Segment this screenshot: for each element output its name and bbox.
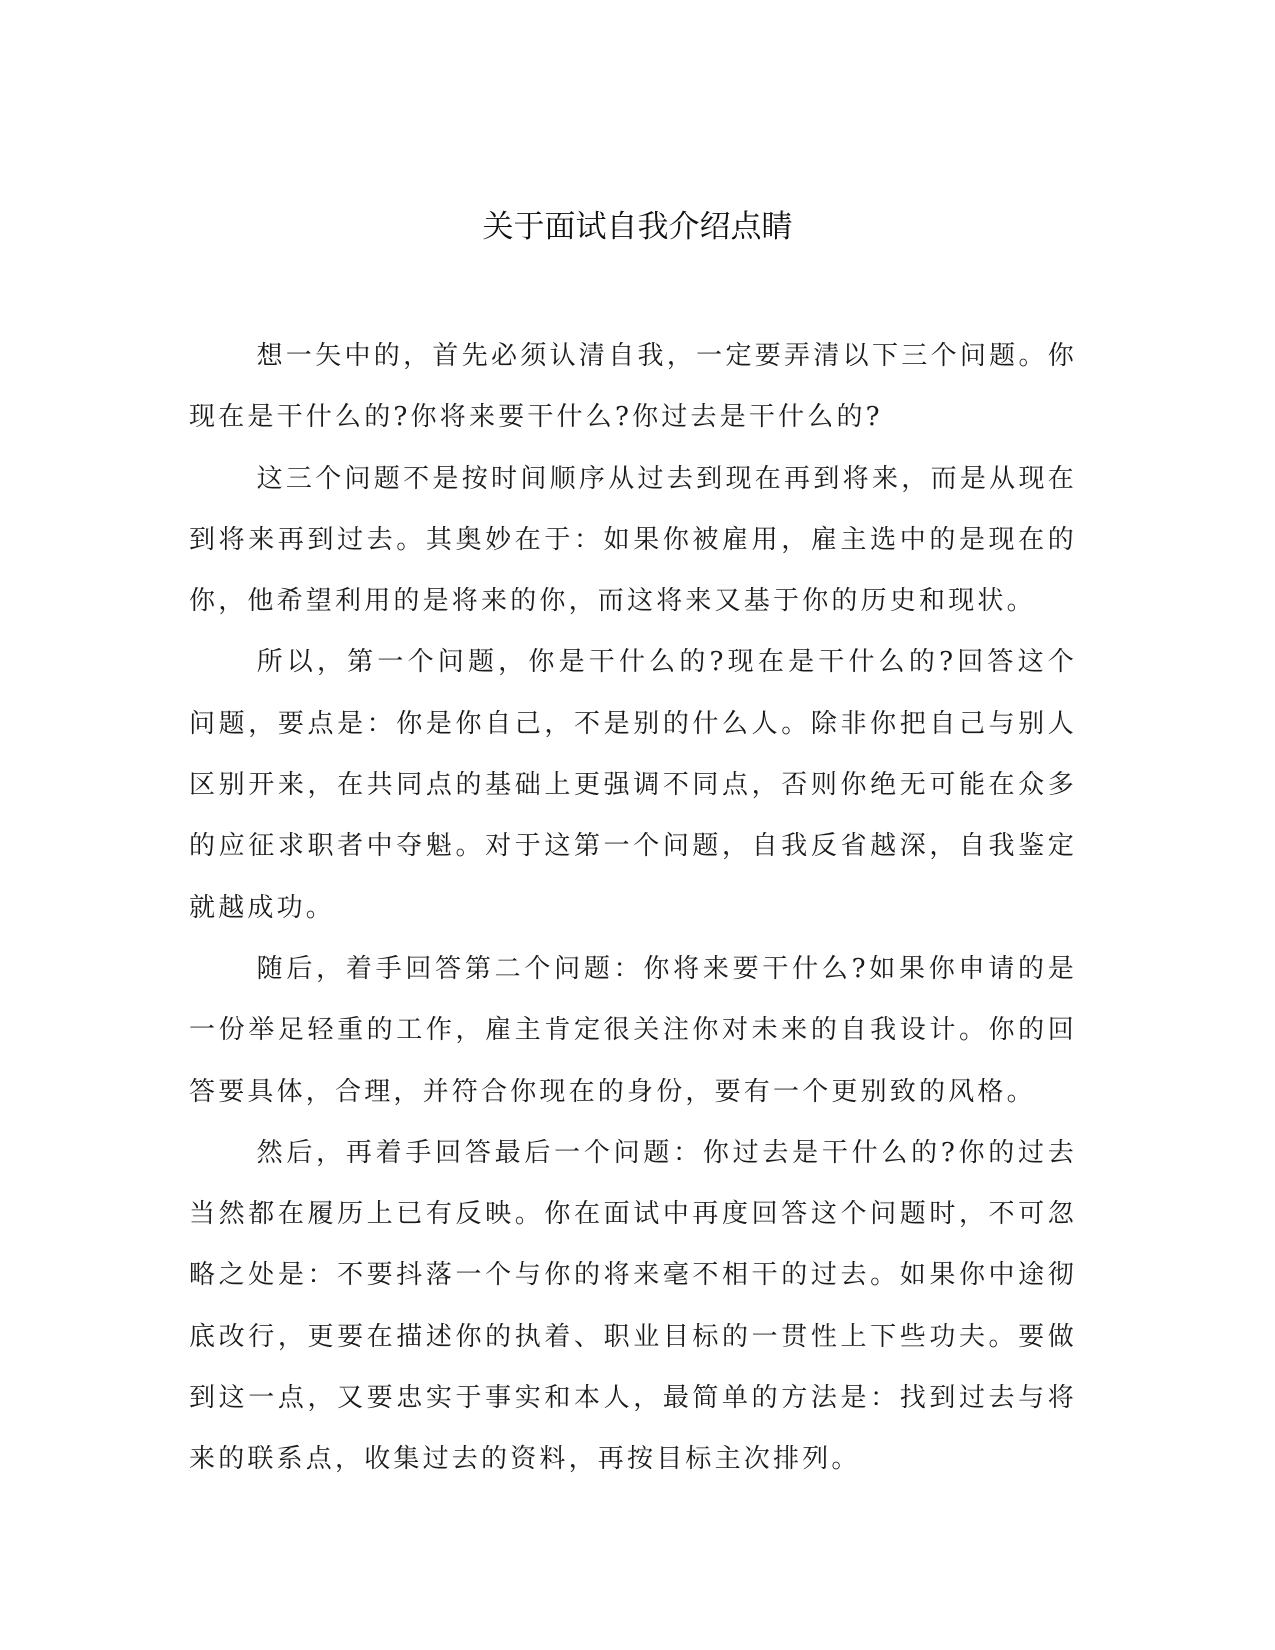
document-title: 关于面试自我介绍点睛 [482,209,793,245]
document-body [189,326,1077,1491]
paragraph-4: 随后，着手回答第二个问题：你将来要干什么?如果你申请的是一份举足轻重的工作，雇主肯定很关注你对未来的自我设计。你的回答要具体，合理，并符合你现在的身份，要有一个更别致的风格。 [189,953,1077,1107]
paragraph-1: 想一矢中的，首先必须认清自我，一定要弄清以下三个问题。你现在是干什么的?你将来要干什么?你过去是干什么的? [189,341,1077,433]
paragraph-3: 所以，第一个问题，你是干什么的?现在是干什么的?回答这个问题，要点是：你是你自己，不是别的什么人。除非你把自己与别人区别开来，在共同点的基础上更强调不同点，否则你绝无可能在众多的应征求职者中夺魁。对于这第一个问题，自我反省越深，自我鉴定就越成功。 [189,647,1077,923]
paragraph-2: 这三个问题不是按时间顺序从过去到现在再到将来，而是从现在到将来再到过去。其奥妙在于：如果你被雇用，雇主选中的是现在的你，他希望利用的是将来的你，而这将来又基于你的历史和现状。 [189,463,1077,617]
paragraph-5: 然后，再着手回答最后一个问题：你过去是干什么的?你的过去当然都在履历上已有反映。你在面试中再度回答这个问题时，不可忽略之处是：不要抖落一个与你的将来毫不相干的过去。如果你中途彻底改行，更要在描述你的执着、职业目标的一贯性上下些功夫。要做到这一点，又要忠实于事实和本人，最简单的方法是：找到过去与将来的联系点，收集过去的资料，再按目标主次排列。 [189,1137,1077,1475]
